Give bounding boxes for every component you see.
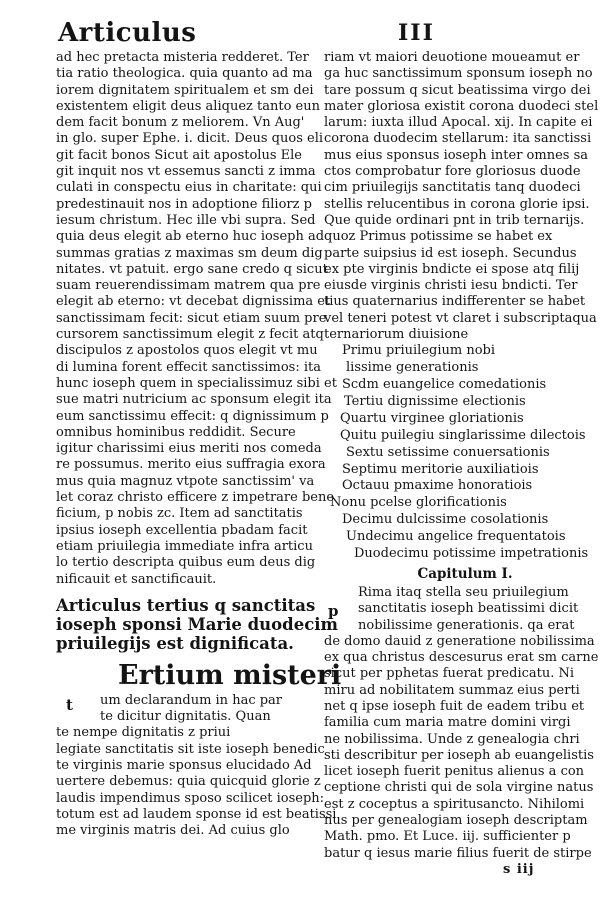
text-line: tare possum q sicut beatissima virgo dei: [324, 82, 591, 98]
right-intro: [324, 50, 599, 343]
text-line: re possumus. merito eius suffragia exora: [56, 457, 326, 473]
text-line: sicut per pphetas fuerat predicatu. Ni: [324, 666, 575, 682]
running-header-left: Articulus: [58, 18, 197, 48]
heading-line: priuilegijs est dignificata.: [56, 633, 294, 653]
article-heading: [56, 595, 338, 653]
text-line: ipsius ioseph excellentia pbadam facit: [56, 522, 308, 538]
text-line: tius quaternarius indifferenter se habet: [324, 294, 586, 310]
list-item: Quartu virginee gloriationis: [340, 410, 524, 426]
text-line: nus per genealogiam ioseph descriptam: [324, 813, 588, 829]
list-item: Sextu setissime conuersationis: [346, 444, 550, 460]
text-line: ternariorum diuisione: [324, 327, 469, 343]
heading-line: ioseph sponsi Marie duodecim: [56, 614, 338, 634]
list-item: Tertiu dignissime electionis: [344, 394, 526, 410]
text-line: te nempe dignitatis z priui: [56, 725, 231, 741]
text-line: ctos comprobatur fore gloriosus duode: [324, 164, 581, 180]
list-item: Nonu pcelse glorificationis: [330, 495, 507, 511]
text-line: um declarandum in hac par: [100, 692, 283, 708]
text-line: te dicitur dignitatis. Quan: [100, 709, 271, 725]
text-line: nobilissime generationis. qa erat: [358, 617, 575, 633]
text-line: sti describitur per ioseph ab euangelistis: [324, 747, 594, 763]
text-line: miru ad nobilitatem summaz eius perti: [324, 682, 580, 698]
text-line: laudis impendimus sposo scilicet ioseph:: [56, 790, 325, 806]
list-item: Decimu dulcissime cosolationis: [342, 512, 549, 528]
text-line: Math. pmo. Et Luce. iij. sufficienter p: [324, 829, 571, 845]
list-item: Primu priuilegium nobi: [342, 343, 496, 359]
text-line: sanctissimam fecit: sicut etiam suum pre: [56, 310, 327, 326]
text-line: est z coceptus a spiritusancto. Nihilomi: [324, 796, 585, 812]
text-line: iesum christum. Hec ille vbi supra. Sed: [56, 212, 316, 228]
text-line: riam vt maiori deuotione moueamut er: [324, 50, 580, 65]
text-line: ex pte virginis bndicte ei spose atq filij: [324, 261, 580, 277]
list-item: Scdm euangelice comedationis: [342, 377, 547, 393]
list-item: Undecimu angelice frequentatois: [346, 529, 566, 545]
text-line: licet ioseph fuerit penitus alienus a con: [324, 764, 585, 780]
text-line: larum: iuxta illud Apocal. xij. In capite ei: [324, 115, 593, 131]
guide-letter: p: [328, 601, 339, 620]
text-line: mus quia magnuz vtpote sanctissim' va: [56, 473, 315, 489]
text-line: elegit ab eterno: vt decebat dignissima et: [56, 294, 331, 310]
chapter-text: [324, 584, 599, 862]
list-item: Duodecimu potissime impetrationis: [354, 546, 589, 562]
right-column: [324, 50, 599, 862]
heading-line: Articulus tertius q sanctitas: [56, 595, 316, 615]
text-line: ad hec pretacta misteria redderet. Ter: [56, 50, 309, 65]
text-line: let coraz christo efficere z impetrare bene: [56, 490, 335, 506]
text-line: parte suipsius id est ioseph. Secundus: [324, 245, 577, 261]
text-line: corona duodecim stellarum: ita sanctissi: [324, 131, 592, 147]
signature-mark: s iij: [503, 862, 535, 877]
text-line: stellis relucentibus in corona glorie ipsi.: [324, 196, 590, 212]
text-line: sanctitatis ioseph beatissimi dicit: [358, 601, 579, 617]
text-line: nitates. vt patuit. ergo sane credo q sicut: [56, 261, 328, 277]
text-line: suam reuerendissimam matrem qua pre: [56, 278, 321, 294]
text-line: familia cum maria matre domini virgi: [324, 715, 571, 731]
list-item: Octauu pmaxime honoratiois: [342, 478, 533, 494]
text-line: uertere debemus: quia quicquid glorie z: [56, 774, 321, 790]
text-line: eiusde virginis christi iesu bndicti. Ter: [324, 278, 578, 294]
chapter-title: Capitulum I.: [417, 565, 513, 582]
running-header-right: III: [398, 20, 435, 46]
drop-cap-section: [56, 659, 342, 840]
text-line: git inquit nos vt essemus sancti z imma: [56, 164, 316, 180]
text-line: eum sanctissimu effecit: q dignissimum p: [56, 408, 329, 424]
text-line: vel teneri potest vt claret i subscriptaqua: [324, 310, 597, 326]
text-line: sue matri nutricium ac sponsum elegit ita: [56, 392, 332, 408]
list-item: Septimu meritorie auxiliatiois: [342, 461, 539, 477]
list-item: lissime generationis: [346, 360, 479, 376]
text-line: ga huc sanctissimum sponsum ioseph no: [324, 66, 593, 82]
list-item: Quitu puilegiu singlarissime dilectois: [340, 427, 586, 443]
text-line: in glo. super Ephe. i. dicit. Deus quos eli: [56, 131, 324, 147]
text-line: iorem dignitatem spiritualem et sm dei: [56, 82, 314, 98]
text-line: te virginis marie sponsus elucidado Ad: [56, 757, 312, 773]
text-line: dem facit bonum z meliorem. Vn Aug': [56, 115, 305, 131]
text-line: ex qua christus descesurus erat sm carne: [324, 650, 599, 666]
text-line: etiam priuilegia immediate infra articu: [56, 538, 313, 554]
text-line: Que quide ordinari pnt in trib ternarijs. quoz Primus potissime se habet ex: [324, 212, 585, 245]
drop-title: Ertium misteri: [118, 659, 342, 691]
text-line: di lumina forent effecit sanctissimos: ita: [56, 359, 322, 375]
text-line: ne nobilissima. Unde z genealogia chri: [324, 731, 580, 747]
text-line: mater gloriosa existit corona duodeci stel: [324, 98, 599, 114]
text-line: predestinauit nos in adoptione filiorz p: [56, 196, 312, 212]
text-line: me virginis matris dei. Ad cuius glo: [56, 823, 290, 839]
text-line: existentem eligit deus aliquez tanto eun: [56, 98, 320, 114]
text-line: omnibus hominibus reddidit. Secure: [56, 424, 296, 440]
text-line: cim priuilegijs sanctitatis tanq duodeci: [324, 180, 581, 196]
text-line: igitur charissimi eius meriti nos comeda: [56, 441, 322, 457]
text-line: de domo dauid z generatione nobilissima: [324, 633, 595, 649]
text-line: lo tertio descripta quibus eum deus dig: [56, 555, 316, 571]
text-line: ficium, p nobis zc. Item ad sanctitatis: [56, 506, 303, 522]
left-paragraph: [56, 50, 337, 588]
guide-letter: t: [66, 695, 73, 714]
text-line: net q ipse ioseph fuit de eadem tribu et: [324, 699, 585, 714]
text-line: git facit bonos Sicut ait apostolus Ele: [56, 147, 302, 163]
text-line: legiate sanctitatis sit iste ioseph benedic: [56, 741, 325, 757]
text-line: discipulos z apostolos quos elegit vt mu: [56, 343, 318, 359]
text-line: cursorem sanctissimum elegit z fecit atq: [56, 327, 324, 343]
left-column: [56, 50, 342, 839]
text-line: ceptione christi qui de sola virgine natus: [324, 780, 594, 796]
text-line: culati in conspectu eius in charitate: qui: [56, 180, 322, 196]
text-line: hunc ioseph quem in specialissimuz sibi et: [56, 375, 337, 391]
text-line: nificauit et sanctificauit.: [56, 571, 217, 587]
text-line: totum est ad laudem sponse id est beatissi: [56, 806, 337, 822]
privilege-list: [324, 343, 589, 563]
text-line: batur q iesus marie filius fuerit de stirpe: [324, 845, 592, 861]
text-line: mus eius sponsus ioseph inter omnes sa: [324, 147, 588, 163]
text-line: summas gratias z maximas sm deum dig: [56, 245, 323, 261]
text-line: quia deus elegit ab eterno huc ioseph ad: [56, 229, 325, 245]
text-line: Rima itaq stella seu priuilegium: [358, 584, 569, 600]
text-line: tia ratio theologica. quia quanto ad ma: [56, 66, 313, 82]
